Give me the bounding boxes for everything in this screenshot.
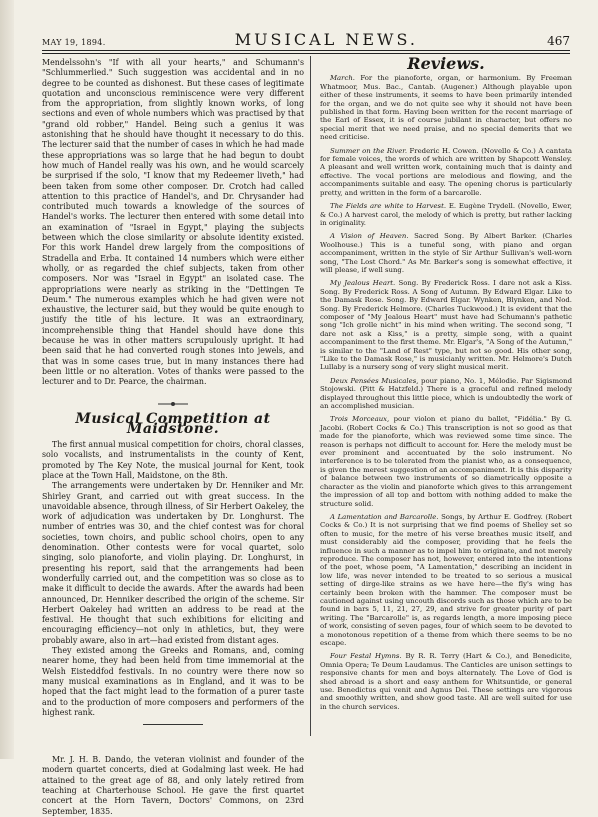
competition-heading: Musical Competition at Maidstone. bbox=[75, 410, 271, 437]
lecture-paragraph: Mendelssohn's "If with all your hearts," and Schumann's "Schlummerlied." Such suggestion was accidental and in no degree to be counted as dishonest. But these cases of legitimate quotation and unconscious reminiscence were very different from the appropriation, from slightly known works, of long sections and even of whole numbers which was practised by that "grand old robber," Handel. Being such a genius it was astonishing that he should have thought it necessary to do this. The lecturer said that the number of cases in which he had made these appropriations was so large that he had begun to doubt how much of Handel really was his own, and he would scarcely be surprised if the solo, "I know that my Redeemer liveth," had been taken from some other composer. Dr. Crotch had called attention to this practice of Handel's, and Dr. Chrysander had contributed much towards a knowledge of the sources of Handel's works. The lecturer then entered with some detail into an examination of "Israel in Egypt," playing the subjects between which the close similarity or absolute identity existed. For this work Handel drew largely from the compositions of Stradella and Erba. It contained 14 numbers which were either wholly, or as regarded the chief subjects, taken from other composers. Nor was "Israel in Egypt" an isolated case. The appropriations were nearly as striking in the "Dettingen Te Deum." The numerous examples which he had given were not exhaustive, the lecturer said, but they would be quite enough to justify the title of his lecture. It was an extraordinary, incomprehensible thing that Handel should have done this because he was in other matters scrupulously upright. It had been said that he had converted rough stones into jewels, and that was in some cases true, but in many instances there had been little or no alteration. Votes of thanks were passed to the lecturer and to Dr. Pearce, the chairman. bbox=[42, 58, 304, 387]
review-text: Frederic H. Cowen. (Novello & Co.) A cantata for female voices, the words of which are written by Shapcott Wensley. A pleasant and well written work, containing much that is dainty and effective. The vocal portions are melodious and flowing, and the accompaniments suitable and easy. The opening chorus is particularly pretty, and written in the form of a barcarolle. bbox=[320, 146, 572, 197]
review-item bbox=[320, 147, 572, 197]
review-text: pour piano, No. 1, Mélodie. Par Sigismond Stojowski. (Pitt & Hatzfeld.) There is a graceful and refined melody displayed throughout this little piece, which is undoubtedly the work of an accomplished musician. bbox=[320, 376, 572, 411]
column-rule bbox=[310, 56, 311, 736]
review-title: A Lamentation and Barcarolle. bbox=[330, 512, 439, 521]
review-item bbox=[320, 513, 572, 648]
review-title: Summer on the River. bbox=[330, 146, 408, 155]
competition-paragraph-1: The first annual musical competition for choirs, choral classes, solo vocalists, and instrumentalists in the county of Kent, promoted by The Key Note, the musical journal for Kent, took place at the Town Hall, Maidstone, on the 8th. bbox=[42, 440, 304, 480]
dando-paragraph: Mr. J. H. B. Dando, the veteran violinist and founder of the modern quartet concerts, died at Godalming last week. He had attained to the great age of 88, and only lately retired from teaching at Charterhouse School. He gave the first quartet concert at the Horn Tavern, Doctors' Commons, on 23rd September, 1835. bbox=[42, 755, 304, 816]
page-header bbox=[42, 30, 570, 50]
header-rule bbox=[42, 50, 570, 54]
page-edge bbox=[0, 0, 14, 759]
section-ornament bbox=[158, 400, 188, 408]
review-item bbox=[320, 377, 572, 411]
review-text: Song. By Frederick Ross. I dare not ask a Kiss. Song. By Frederick Ross. A Song of Autumn. By Edward Elgar. Like to the Damask Rose. Song. By Edward Elgar. Wynken, Blynken, and Nod. Song. By Frederick Helmore. (Charles Tuckwood.) It is evident that the composer of "My Jealous Heart" must have had Schumann's pathetic song "Ich grolle nicht" in his mind when writing. The second song, "I dare not ask a Kiss," is a pretty, simple song, with a quaint accompaniment to the first theme. Mr. Elgar's, "A Song of the Autumn," is similar to the "Land of Rest" type, but not so good. His other song, "Like to the Damask Rose," is musicianly written. Mr. Helmore's Dutch Lullaby is a nursery song of very slight musical merit. bbox=[320, 279, 572, 372]
review-item bbox=[320, 415, 572, 507]
issue-date: MAY 19, 1894. bbox=[42, 38, 106, 47]
review-title: My Jealous Heart. bbox=[330, 279, 396, 288]
review-title: Trois Morceaux, bbox=[330, 415, 390, 424]
review-title: March. bbox=[330, 74, 355, 83]
right-column bbox=[320, 54, 572, 716]
review-item bbox=[320, 279, 572, 371]
review-item bbox=[320, 232, 572, 274]
review-item bbox=[320, 74, 572, 141]
competition-paragraph-2: The arrangements were undertaken by Dr. Henniker and Mr. Shirley Grant, and carried out with great success. In the unavoidable absence, through illness, of Sir Herbert Oakeley, the work of adjudication was undertaken by Dr. Longhurst. The number of entries was 30, and the chief contest was for choral societies, town choirs, and public school choirs, open to any denomination. Other contests were for vocal quartet, solo singing, solo pianoforte, and violin playing. Dr. Longhurst, in presenting his report, said that the arrangements had been wonderfully carried out, and the competition was so close as to make it difficult to decide the awards. After the awards had been announced, Dr. Henniker described the origin of the scheme. Sir Herbert Oakeley had written an address to be read at the festival. He thought that such exhibitions for eliciting and encouraging efficiency—not only in athletics, but, they were probably aware, also in art—had existed from distant ages. bbox=[42, 481, 304, 645]
page-number: 467 bbox=[547, 34, 570, 48]
review-title: Four Festal Hymns. bbox=[330, 652, 402, 661]
review-title: A Vision of Heaven. bbox=[330, 232, 409, 241]
spacer bbox=[42, 731, 304, 755]
left-column bbox=[42, 58, 304, 817]
separator-rule bbox=[143, 724, 203, 725]
review-text: By R. R. Terry (Hart & Co.), and Benedicite, Omnia Opera; Te Deum Laudamus. The Canticles are unison settings to responsive chants for men and boys alternately. The Love of God is shed abroad is a short and easy anthem for Whitsuntide, or general use. Benedictus qui venit and Agnus Dei. These settings are vigorous and smoothly written, and show good taste. All are well suited for use in the church services. bbox=[320, 652, 572, 711]
review-item bbox=[320, 652, 572, 711]
masthead: MUSICAL NEWS. bbox=[234, 30, 418, 49]
review-text: pour violon et piano du ballet, "Fidélia." By G. Jacobi. (Robert Cocks & Co.) This transcription is not so good as that made for the pianoforte, which was reviewed some time since. The reason is perhaps not difficult to account for. Here the melody must be ever prominent and accentuated by the solo instrument. No interference is to be tolerated from the pianist who, as a consequence, is given the merest suggestion of an accompaniment. It is this disparity of balance between two instruments of so diametrically opposite a character as the violin and pianoforte which gives to this arrangement the impression of all top and bottom with nothing added to make the structure solid. bbox=[320, 415, 572, 508]
reviews-heading: Reviews. bbox=[407, 54, 485, 73]
review-title: The Fields are white to Harvest. bbox=[330, 202, 447, 211]
review-text: Sacred Song. By Albert Barker. (Charles Woolhouse.) This is a tuneful song, with piano and organ accompaniment, written in the style of Sir Arthur Sullivan's well-worn song, "The Lost Chord." As Mr. Barker's song is somewhat effective, it will please, if well sung. bbox=[320, 232, 572, 274]
review-text: E. Eugène Trydell. (Novello, Ewer, & Co.) A harvest carol, the melody of which is pretty, but rather lacking in originality. bbox=[320, 202, 572, 227]
competition-paragraph-3: They existed among the Greeks and Romans, and, coming nearer home, they had been held from time immemorial at the Welsh Eisteddfod festivals. In no country were there now so many musical examinations as in England, and it was to be hoped that the fact might lead to the formation of a purer taste and to the production of more composers and performers of the highest rank. bbox=[42, 646, 304, 717]
review-title: Deux Pensées Musicales, bbox=[330, 376, 419, 385]
review-text: For the pianoforte, organ, or harmonium. By Freeman Whatmoor, Mus. Bac., Cantab. (Augener.) Although playable upon either of these instruments, it seems to have been primarily intended for the organ, and we do not quite see why it should not have been published in that form. Having been written for the recent marriage of the Earl of Essex, it is of course jubilant in character, but offers no special merit that we need praise, and no special demerits that we need criticise. bbox=[320, 74, 572, 142]
review-text: Songs, by Arthur E. Godfrey. (Robert Cocks & Co.) It is not surprising that we find poems of Shelley set so often to music, for the metre of his verse breathes music itself, and must considerably aid the composer, providing that he feels the influence in such a manner as to impel him to originate, and not merely reproduce. The composer has not, however, entered into the intentions of the poet, whose poem, "A Lamentation," describing an incident in low life, was never intended to be treated to so serious a musical setting of dirge-like strains as we have here—the fly's wing has certainly been broken with the hammer. The composer must be cautioned against using uncouth discords such as those which are to be found in bars 5, 11, 21, 27, 29, and strive for greater purity of part writing. The "Barcarolle" is, as regards length, a more imposing piece of work, consisting of seven pages, four of which seem to be devoted to a monotonous repetition of a theme from which there seems to be no escape. bbox=[320, 512, 572, 647]
review-item bbox=[320, 202, 572, 227]
